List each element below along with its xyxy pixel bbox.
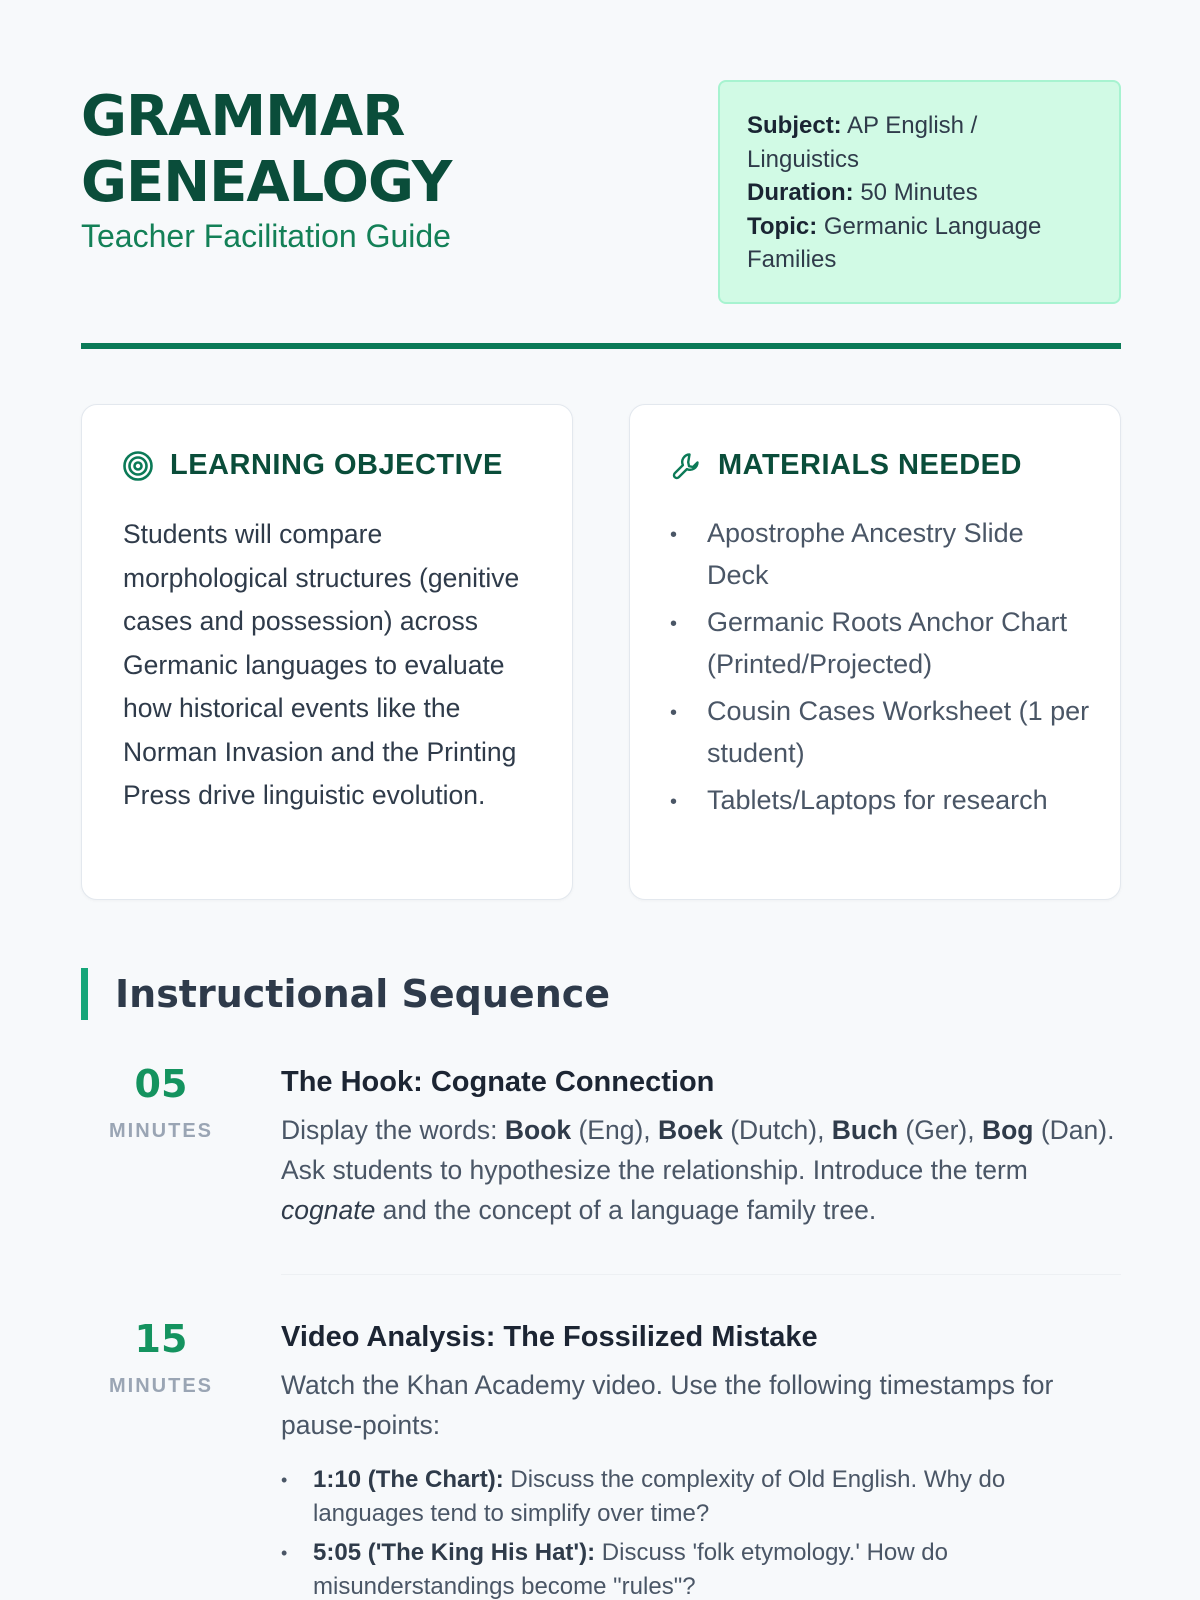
lesson-guide-page [81, 0, 1121, 1600]
meta-subject-label: Subject: [747, 112, 842, 139]
meta-duration-value: 50 Minutes [860, 179, 978, 206]
materials-card [629, 404, 1121, 900]
lesson-meta-box [718, 80, 1121, 304]
page-subtitle: Teacher Facilitation Guide [81, 218, 451, 254]
step-title: Video Analysis: The Fossilized Mistake [281, 1321, 818, 1353]
meta-topic [747, 210, 1095, 277]
step-minutes-unit: MINUTES [109, 1375, 213, 1397]
title-line-2: GENEALOGY [81, 150, 452, 215]
materials-item: • Tablets/Laptops for research [670, 784, 1048, 815]
overview-cards [81, 404, 1121, 900]
sequence-heading-text: Instructional Sequence [115, 972, 611, 1016]
materials-card-header [670, 449, 1022, 482]
meta-topic-value: Germanic Language Families [747, 212, 1042, 273]
sequence-heading [81, 968, 610, 1020]
title-line-1: GRAMMAR [81, 84, 405, 149]
step-description: Watch the Khan Academy video. Use the following timestamps for pause-points: [281, 1370, 1054, 1440]
step-minutes: 05 [134, 1062, 188, 1106]
objective-card-header [122, 449, 503, 482]
materials-list [670, 513, 1090, 829]
meta-subject-value: AP English / Linguistics [747, 112, 978, 173]
objective-text: Students will compare morphological structures (genitive cases and possession) across Germanic languages to evaluate how historical events like the Norman Invasion and the Printing Press drive linguistic evolution. [123, 519, 520, 810]
step-description: Display the words: Book (Eng), Boek (Dutch), Buch (Ger), Bog (Dan). Ask students to hypothesize the relationship. Introduce the term cognate and the concept of a language family tree. [281, 1115, 1115, 1225]
header-divider [81, 343, 1121, 349]
materials-item: • Apostrophe Ancestry Slide Deck [670, 518, 1024, 590]
timestamp-item: • 1:10 (The Chart): Discuss the complexity of Old English. Why do languages tend to simplify over time? [281, 1466, 1006, 1528]
timestamp-item: • 5:05 ('The King His Hat'): Discuss 'folk etymology.' How do misunderstandings become "rules"? [281, 1539, 948, 1600]
step-title: The Hook: Cognate Connection [281, 1066, 715, 1098]
step-separator [281, 1274, 1121, 1275]
objective-card [81, 404, 573, 900]
page-title [81, 84, 541, 216]
step-minutes-unit: MINUTES [109, 1120, 213, 1142]
materials-item: • Cousin Cases Worksheet (1 per student) [670, 695, 1090, 768]
target-icon [122, 450, 154, 482]
timestamp-list [281, 1463, 1121, 1600]
wrench-icon [670, 450, 702, 482]
page-header [81, 0, 1121, 350]
meta-duration-label: Duration: [747, 179, 854, 206]
meta-subject [747, 109, 1095, 176]
meta-topic-label: Topic: [747, 212, 818, 240]
materials-heading: MATERIALS NEEDED [718, 449, 1022, 481]
materials-item: • Germanic Roots Anchor Chart (Printed/Projected) [670, 606, 1068, 679]
meta-duration [747, 176, 1095, 210]
objective-heading: LEARNING OBJECTIVE [170, 449, 503, 481]
step-minutes: 15 [134, 1317, 188, 1361]
